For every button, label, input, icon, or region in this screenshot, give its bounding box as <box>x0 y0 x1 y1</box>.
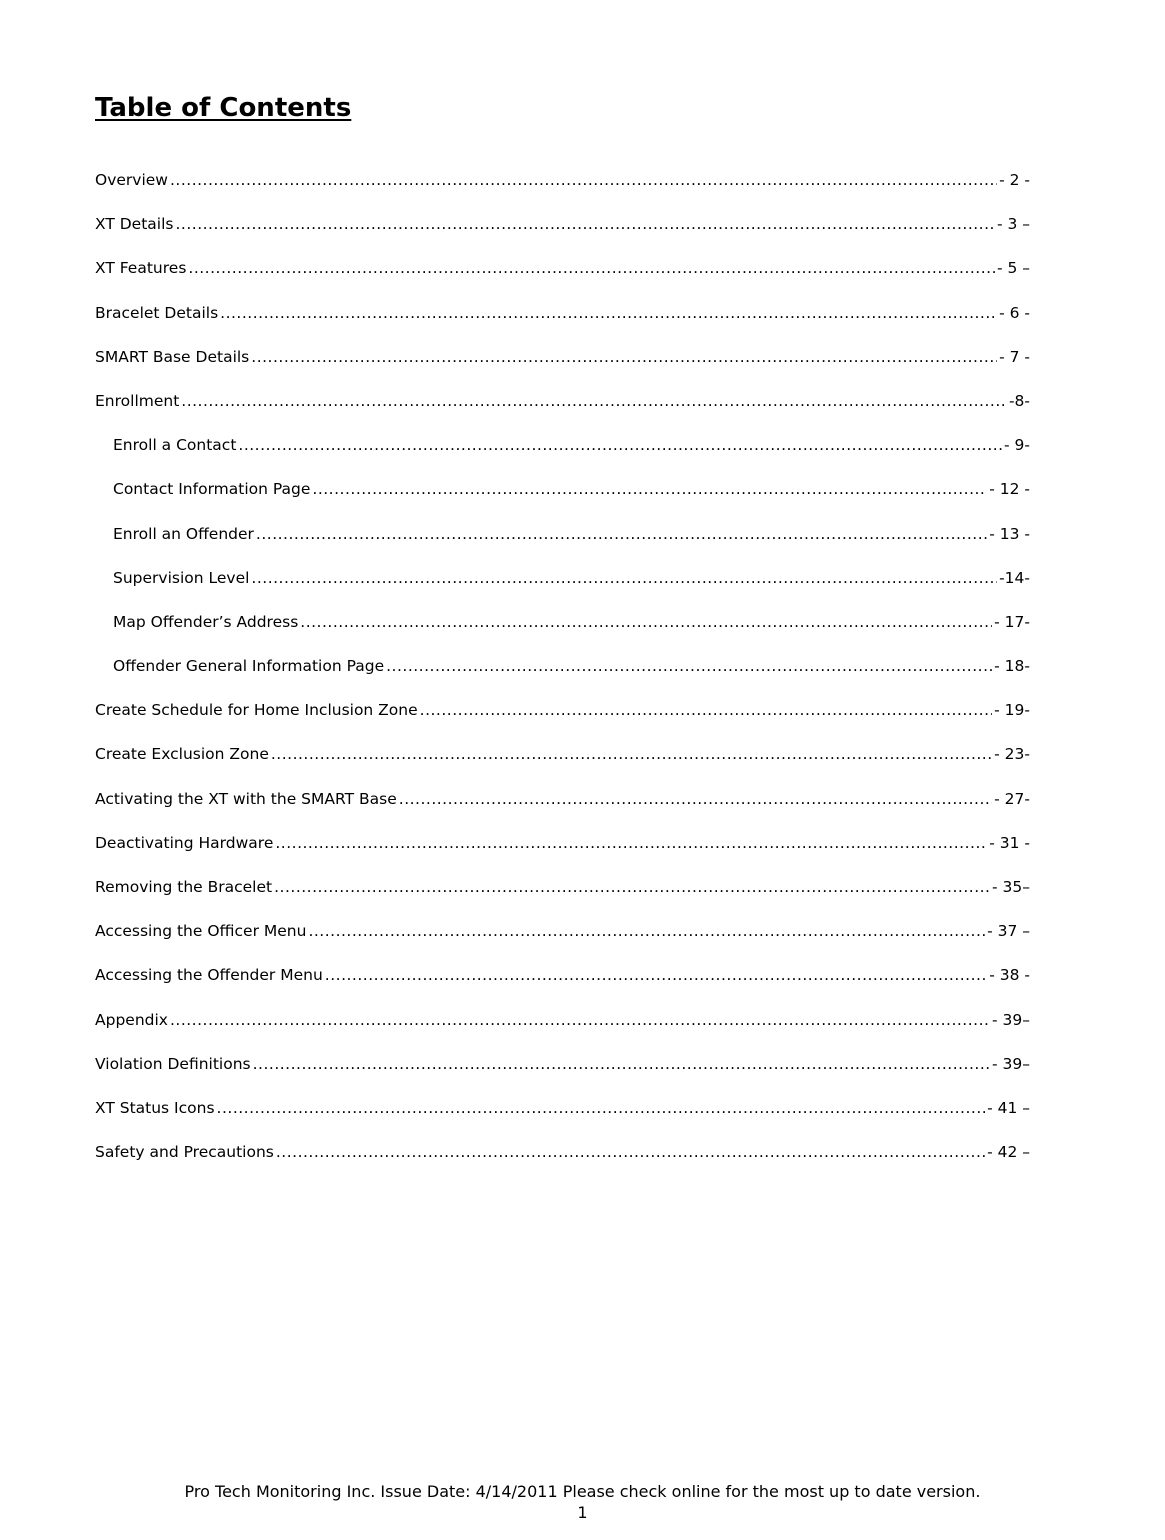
toc-entry-page: -14- <box>999 568 1030 587</box>
toc-entry-page: - 42 – <box>987 1143 1030 1162</box>
toc-entry-label: Violation Definitions <box>95 1054 251 1073</box>
toc-dot-leader <box>217 1098 986 1118</box>
toc-entry[interactable] <box>95 170 1030 214</box>
toc-entry[interactable] <box>95 833 1030 877</box>
toc-subentry[interactable] <box>95 479 1030 523</box>
toc-entry[interactable] <box>95 1098 1030 1142</box>
toc-dot-leader <box>181 391 1007 411</box>
toc-entry-label: Safety and Precautions <box>95 1143 274 1162</box>
footer-text: Pro Tech Monitoring Inc. Issue Date: 4/14/2011 Please check online for the most up to date version. <box>184 1482 981 1501</box>
toc-dot-leader <box>256 524 987 544</box>
toc-entry-label: Create Schedule for Home Inclusion Zone <box>95 701 418 720</box>
toc-dot-leader <box>220 303 997 323</box>
toc-entry-page: - 39– <box>992 1054 1030 1073</box>
toc-entry-label: Supervision Level <box>113 568 250 587</box>
toc-dot-leader <box>300 612 992 632</box>
toc-entry-page: - 12 - <box>989 480 1030 499</box>
toc-entry-page: - 27- <box>994 789 1030 808</box>
toc-entry[interactable] <box>95 1010 1030 1054</box>
toc-entry-label: Accessing the Offender Menu <box>95 966 323 985</box>
toc-dot-leader <box>325 965 987 985</box>
toc-entry[interactable] <box>95 965 1030 1009</box>
toc-subentry[interactable] <box>95 435 1030 479</box>
toc-entry-page: - 17- <box>994 612 1030 631</box>
toc-entry-page: - 7 - <box>999 347 1030 366</box>
toc-entry-label: Removing the Bracelet <box>95 878 273 896</box>
toc-entry-label: Offender General Information Page <box>113 657 385 676</box>
toc-entry[interactable] <box>95 744 1030 788</box>
toc-entry[interactable] <box>95 214 1030 258</box>
toc-dot-leader <box>399 789 992 809</box>
toc-subentry[interactable] <box>95 656 1030 700</box>
toc-entry-label: Enroll a Contact <box>113 436 237 455</box>
toc-dot-leader <box>420 700 993 720</box>
toc-entry-page: - 38 - <box>989 966 1030 985</box>
toc-dot-leader <box>170 1010 990 1030</box>
toc-entry-page: - 35– <box>992 878 1030 896</box>
toc-entry[interactable] <box>95 700 1030 744</box>
toc-dot-leader <box>170 170 997 190</box>
toc-entry-label: Deactivating Hardware <box>95 833 274 852</box>
toc-entry-page: - 23- <box>994 745 1030 764</box>
toc-entry[interactable] <box>95 877 1030 921</box>
toc-dot-leader <box>251 568 997 588</box>
toc-entry-page: - 19- <box>994 701 1030 720</box>
toc-entry-label: Bracelet Details <box>95 303 219 322</box>
toc-entry-page: - 6 - <box>999 303 1030 322</box>
toc-entry-page: - 31 - <box>989 833 1030 852</box>
toc-entry-page: - 18- <box>994 657 1030 676</box>
toc-entry-label: Overview <box>95 171 168 189</box>
toc-entry[interactable] <box>95 789 1030 833</box>
toc-dot-leader <box>276 1142 985 1162</box>
toc-dot-leader <box>238 435 1002 455</box>
toc-entry[interactable] <box>95 258 1030 302</box>
toc-entry-label: SMART Base Details <box>95 347 250 366</box>
toc-entry-page: - 39– <box>992 1010 1030 1029</box>
toc-entry-label: XT Features <box>95 259 187 278</box>
toc-dot-leader <box>308 921 985 941</box>
toc-entry-page: - 2 - <box>999 171 1030 189</box>
toc-entry-page: -8- <box>1008 391 1030 410</box>
toc-entry[interactable] <box>95 303 1030 347</box>
toc-dot-leader <box>271 744 992 764</box>
toc-entry-page: - 9- <box>1004 436 1030 455</box>
toc-dot-leader <box>251 347 997 367</box>
toc-entry[interactable] <box>95 347 1030 391</box>
toc-entry[interactable] <box>95 1142 1030 1186</box>
toc-entry-label: Enroll an Offender <box>113 524 254 543</box>
toc-dot-leader <box>386 656 992 676</box>
page-footer <box>0 1481 1165 1523</box>
toc-dot-leader <box>275 833 987 853</box>
toc-entry-page: - 13 - <box>989 524 1030 543</box>
toc-entry-label: XT Status Icons <box>95 1098 215 1117</box>
toc-entry[interactable] <box>95 921 1030 965</box>
toc-entry[interactable] <box>95 1054 1030 1098</box>
table-of-contents <box>95 170 1030 1186</box>
toc-subentry[interactable] <box>95 612 1030 656</box>
toc-dot-leader <box>175 214 994 234</box>
toc-entry-label: Map Offender’s Address <box>113 612 299 631</box>
toc-entry-label: Activating the XT with the SMART Base <box>95 789 397 808</box>
toc-entry-label: Enrollment <box>95 391 180 410</box>
toc-entry-label: Create Exclusion Zone <box>95 745 269 764</box>
toc-entry-label: Appendix <box>95 1010 168 1029</box>
toc-entry[interactable] <box>95 391 1030 435</box>
toc-entry-label: XT Details <box>95 215 174 234</box>
toc-entry-page: - 3 – <box>996 215 1030 234</box>
toc-subentry[interactable] <box>95 568 1030 612</box>
toc-entry-label: Contact Information Page <box>113 480 311 499</box>
page-title: Table of Contents <box>95 93 352 123</box>
toc-entry-page: - 41 – <box>987 1098 1030 1117</box>
page-number: 1 <box>577 1503 588 1522</box>
toc-dot-leader <box>312 479 987 499</box>
toc-dot-leader <box>253 1054 990 1074</box>
toc-entry-page: - 37 – <box>987 922 1030 941</box>
toc-entry-page: - 5 – <box>996 259 1030 278</box>
toc-dot-leader <box>188 258 995 278</box>
toc-entry-label: Accessing the Officer Menu <box>95 922 307 941</box>
toc-dot-leader <box>274 877 990 897</box>
toc-subentry[interactable] <box>95 524 1030 568</box>
